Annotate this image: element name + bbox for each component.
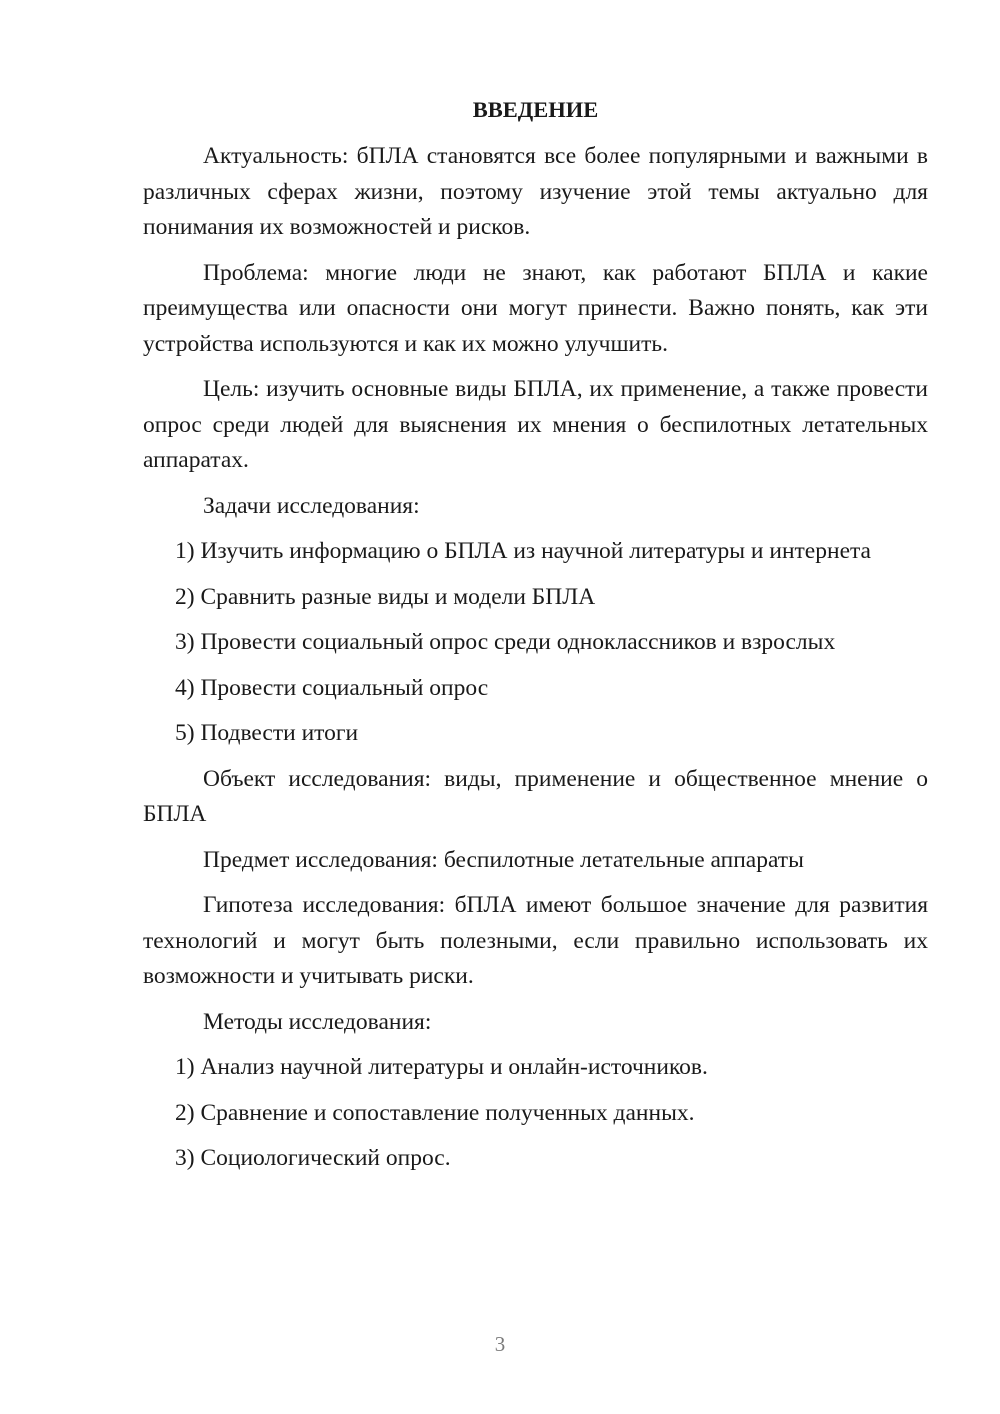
list-item: 1) Анализ научной литературы и онлайн-источников. [175, 1054, 708, 1080]
paragraph-object: Объект исследования: виды, применение и общественное мнение о БПЛА [143, 765, 928, 827]
list-item: 1) Изучить информацию о БПЛА из научной литературы и интернета [175, 538, 871, 564]
list-item: 4) Провести социальный опрос [175, 674, 489, 701]
tasks-list [143, 534, 928, 752]
list-item: 2) Сравнить разные виды и модели БПЛА [175, 583, 596, 610]
methods-heading: Методы исследования: [203, 1008, 432, 1035]
paragraph-relevance: Актуальность: бПЛА становятся все более популярными и важными в различных сферах жизни, поэтому изучение этой темы актуально для понимания их возможностей и рисков. [143, 143, 928, 240]
paragraph-hypothesis: Гипотеза исследования: бПЛА имеют большое значение для развития технологий и могут быть полезными, если правильно использовать их возможности и учитывать риски. [143, 892, 928, 989]
list-item: 3) Провести социальный опрос среди одноклассников и взрослых [175, 629, 836, 655]
list-item: 3) Социологический опрос. [175, 1145, 451, 1171]
list-item: 5) Подвести итоги [175, 720, 359, 746]
paragraph-subject: Предмет исследования: беспилотные летательные аппараты [203, 846, 804, 873]
methods-list [143, 1050, 928, 1177]
list-item: 2) Сравнение и сопоставление полученных данных. [175, 1099, 695, 1126]
tasks-heading: Задачи исследования: [203, 492, 420, 519]
document-page [143, 92, 928, 1187]
page-number: 3 [494, 1332, 506, 1356]
paragraph-goal: Цель: изучить основные виды БПЛА, их применение, а также провести опрос среди людей для выяснения их мнения о беспилотных летательных аппаратах. [143, 376, 928, 473]
page-title: ВВЕДЕНИЕ [472, 97, 599, 122]
paragraph-problem: Проблема: многие люди не знают, как работают БПЛА и какие преимущества или опасности они могут принести. Важно понять, как эти устройства используются и как их можно улучшить. [143, 259, 928, 357]
